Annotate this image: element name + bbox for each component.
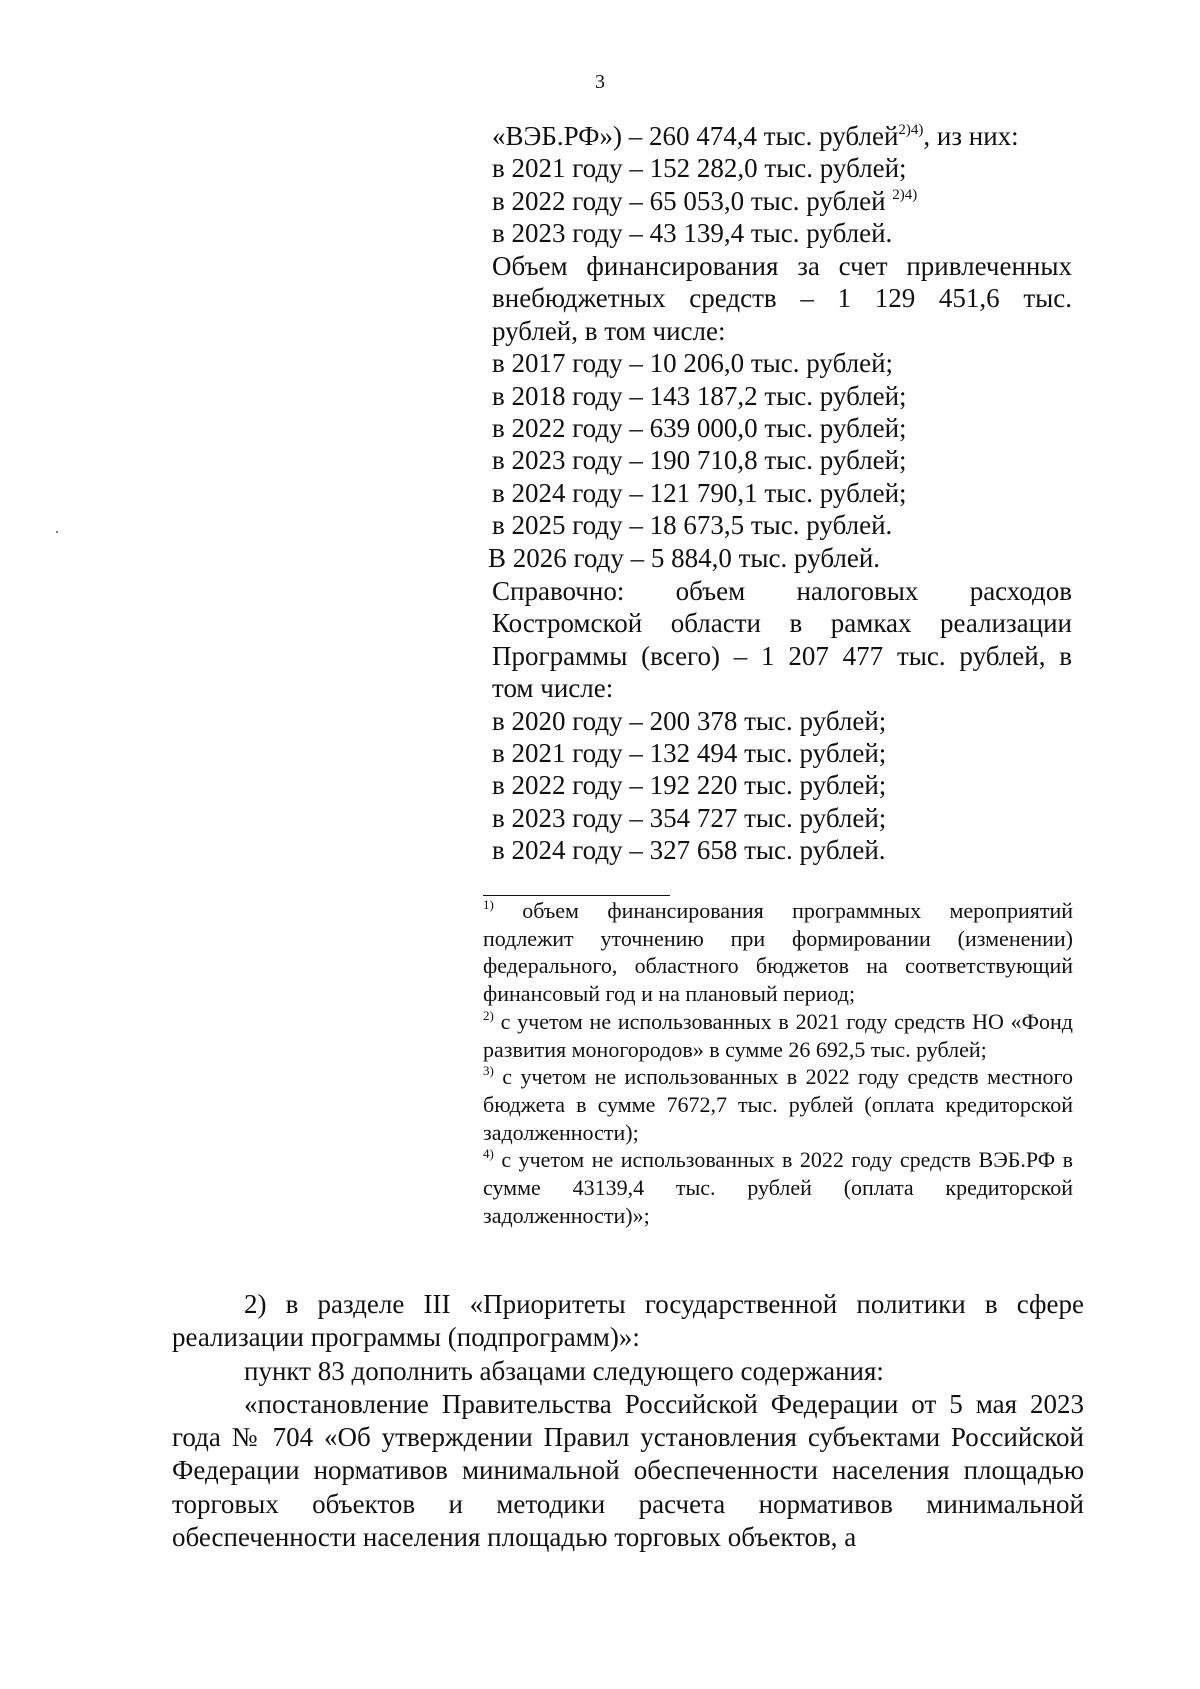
year-line: в 2017 году – 10 206,0 тыс. рублей; xyxy=(492,348,894,379)
footnotes xyxy=(483,897,1073,1229)
year-line: в 2022 году – 192 220 тыс. рублей; xyxy=(492,770,887,801)
year-line: в 2024 году – 121 790,1 тыс. рублей; xyxy=(492,477,907,508)
year-line: в 2021 году – 132 494 тыс. рублей; xyxy=(492,738,887,769)
footnote: $^{1)}$ объем финансирования программных мероприятий подлежит уточнению при формировании (изменении) федерального, областного бюджетов на соответствующий финансовый год и на плановый период; xyxy=(483,897,1073,1007)
body-paragraph: «постановление Правительства Российской Федерации от 5 мая 2023 года № 704 «Об утверждении Правил установления субъектами Российской Федерации нормативов минимальной обеспеченности населения площадью торговых объектов и методики расчета нормативов минимальной обеспеченности населения площадью торговых объектов, а xyxy=(172,1388,1084,1553)
body-paragraph: 2) в разделе III «Приоритеты государственной политики в сфере реализации программы (подпрограмм)»: xyxy=(172,1289,1084,1353)
footnote-separator xyxy=(483,895,670,896)
extra-budget-lead: Объем финансирования за счет привлеченных внебюджетных средств – 1 129 451,6 тыс. xyxy=(492,251,1072,314)
tax-expenses-block xyxy=(492,575,1072,867)
year-line: в 2022 году – 639 000,0 тыс. рублей; xyxy=(492,413,907,444)
footnote: $^{4)}$ с учетом не использованных в 2022 году средств ВЭБ.РФ в сумме 43139,4 тыс. рублей (оплата кредиторской задолженности)»; xyxy=(483,1146,1073,1228)
body-paragraph: пункт 83 дополнить абзацами следующего содержания: xyxy=(244,1355,884,1386)
year-line: В 2026 году – 5 884,0 тыс. рублей. xyxy=(488,542,881,573)
tax-expenses-lead: Справочно: объем налоговых расходов Костромской области в рамках реализации Программы (всего) – 1 207 477 тыс. рублей, в xyxy=(492,576,1072,671)
year-line: в 2025 году – 18 673,5 тыс. рублей. xyxy=(492,510,893,541)
extra-budget-block xyxy=(488,250,1072,574)
year-line: в 2024 году – 327 658 тыс. рублей. xyxy=(492,835,886,866)
footnote: $^{2)}$ с учетом не использованных в 2021 году средств НО «Фонд развития моногородов» в сумме 26 692,5 тыс. рублей; xyxy=(483,1007,1073,1062)
year-line: в 2020 году – 200 378 тыс. рублей; xyxy=(492,705,887,736)
body-text xyxy=(172,1288,1084,1554)
year-line: в 2023 году – 190 710,8 тыс. рублей; xyxy=(492,445,907,476)
extra-budget-lead-end: рублей, в том числе: xyxy=(492,315,726,346)
passport-line: в 2023 году – 43 139,4 тыс. рублей. xyxy=(492,218,893,249)
year-line: в 2023 году – 354 727 тыс. рублей; xyxy=(492,802,887,833)
passport-line: в 2022 году – 65 053,0 тыс. рублей $^{2)4)}$ xyxy=(492,185,918,216)
vebrf-financing-block xyxy=(492,120,1072,250)
passport-line: в 2021 году – 152 282,0 тыс. рублей; xyxy=(492,153,907,184)
page-number: 3 xyxy=(595,71,605,93)
year-line: в 2018 году – 143 187,2 тыс. рублей; xyxy=(492,380,907,411)
scan-speck xyxy=(56,531,58,533)
tax-expenses-lead-end: том числе: xyxy=(492,673,614,704)
passport-line: «ВЭБ.РФ») – 260 474,4 тыс. рублей$^{2)4)}$, из них: xyxy=(492,121,1019,151)
footnote: $^{3)}$ с учетом не использованных в 2022 году средств местного бюджета в сумме 7672,7 тыс. рублей (оплата кредиторской задолженности); xyxy=(483,1063,1073,1145)
